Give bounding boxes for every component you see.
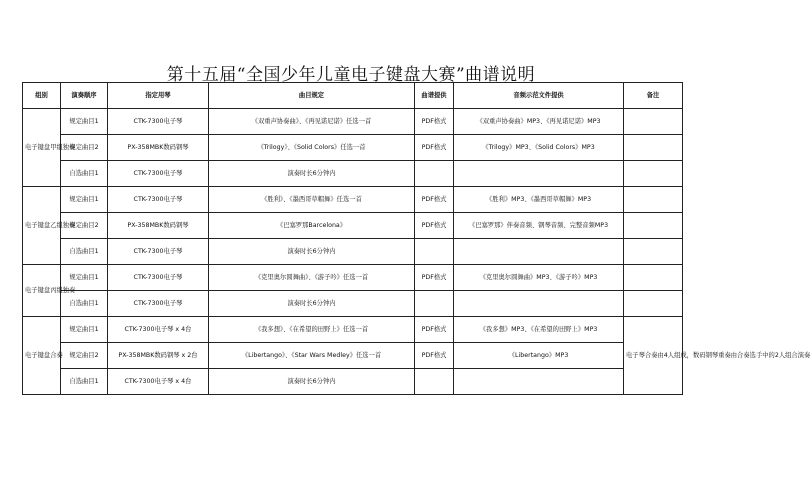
repertoire-cell: 演奏时长6分钟内 — [209, 239, 415, 265]
table-row — [23, 187, 683, 213]
instrument-cell: CTK-7300电子琴 — [108, 291, 209, 317]
score-cell — [415, 291, 454, 317]
header-note: 备注 — [624, 83, 683, 109]
audio-cell — [454, 291, 624, 317]
note-cell — [624, 291, 683, 317]
instrument-cell: PX-358MBK数码钢琴 x 2台 — [108, 343, 209, 369]
header-group: 组别 — [23, 83, 61, 109]
score-cell: PDF格式 — [415, 187, 454, 213]
header-repertoire: 曲目规定 — [209, 83, 415, 109]
instrument-cell: CTK-7300电子琴 — [108, 187, 209, 213]
instrument-cell: CTK-7300电子琴 x 4台 — [108, 317, 209, 343]
audio-cell: 《克里奥尔圆舞曲》MP3、《游子吟》MP3 — [454, 265, 624, 291]
repertoire-cell: 演奏时长6分钟内 — [209, 291, 415, 317]
score-cell: PDF格式 — [415, 109, 454, 135]
order-cell: 规定曲目1 — [61, 187, 108, 213]
header-instrument: 指定用琴 — [108, 83, 209, 109]
order-cell: 自选曲目1 — [61, 239, 108, 265]
audio-cell — [454, 239, 624, 265]
header-row — [23, 83, 683, 109]
table-row — [23, 291, 683, 317]
audio-cell: 《双重声协奏曲》MP3、《再见诺尼诺》MP3 — [454, 109, 624, 135]
repertoire-cell: 《胜利》、《墨西哥草帽舞》任选一首 — [209, 187, 415, 213]
table-row — [23, 161, 683, 187]
note-cell — [624, 265, 683, 291]
repertoire-cell: 《我多想》、《在希望的田野上》任选一首 — [209, 317, 415, 343]
note-cell — [624, 109, 683, 135]
audio-cell: 《胜利》MP3、《墨西哥草帽舞》MP3 — [454, 187, 624, 213]
table-row — [23, 135, 683, 161]
score-cell: PDF格式 — [415, 317, 454, 343]
instrument-cell: CTK-7300电子琴 — [108, 161, 209, 187]
order-cell: 规定曲目2 — [61, 135, 108, 161]
instrument-cell: CTK-7300电子琴 — [108, 239, 209, 265]
score-cell: PDF格式 — [415, 213, 454, 239]
score-cell — [415, 161, 454, 187]
instrument-cell: CTK-7300电子琴 — [108, 109, 209, 135]
repertoire-cell: 《双重声协奏曲》、《再见诺尼诺》任选一首 — [209, 109, 415, 135]
table-row — [23, 109, 683, 135]
audio-cell: 《Libertango》MP3 — [454, 343, 624, 369]
score-cell: PDF格式 — [415, 343, 454, 369]
table-row — [23, 369, 683, 395]
table-row — [23, 265, 683, 291]
repertoire-cell: 《巴塞罗那Barcelona》 — [209, 213, 415, 239]
score-table — [22, 82, 810, 395]
score-cell — [415, 239, 454, 265]
order-cell: 规定曲目1 — [61, 109, 108, 135]
order-cell: 自选曲目1 — [61, 161, 108, 187]
score-cell — [415, 369, 454, 395]
instrument-cell: CTK-7300电子琴 — [108, 265, 209, 291]
table-row — [23, 343, 683, 369]
note-cell — [624, 161, 683, 187]
repertoire-cell: 《克里奥尔圆舞曲》、《游子吟》任选一首 — [209, 265, 415, 291]
header-audio: 音频示范文件提供 — [454, 83, 624, 109]
instrument-cell: PX-358MBK数码钢琴 — [108, 213, 209, 239]
score-cell: PDF格式 — [415, 135, 454, 161]
repertoire-cell: 《Trilogy》、《Solid Colors》任选一首 — [209, 135, 415, 161]
table-row — [23, 239, 683, 265]
audio-cell: 《Trilogy》MP3、《Solid Colors》MP3 — [454, 135, 624, 161]
audio-cell — [454, 369, 624, 395]
audio-cell: 《我多想》MP3、《在希望的田野上》MP3 — [454, 317, 624, 343]
group-name: 电子键盘合奏 — [23, 317, 61, 395]
audio-cell — [454, 161, 624, 187]
order-cell: 自选曲目1 — [61, 369, 108, 395]
order-cell: 规定曲目1 — [61, 317, 108, 343]
instrument-cell: PX-358MBK数码钢琴 — [108, 135, 209, 161]
repertoire-cell: 演奏时长6分钟内 — [209, 161, 415, 187]
order-cell: 规定曲目1 — [61, 265, 108, 291]
table-row — [23, 317, 683, 343]
page-title: 第十五届“全国少年儿童电子键盘大赛”曲谱说明 — [166, 65, 536, 85]
ensemble-note: 电子琴合奏由4人组成，数码钢琴重奏由合奏选手中的2人组合演奏 — [624, 317, 683, 395]
order-cell: 规定曲目2 — [61, 213, 108, 239]
group-name: 电子键盘乙组独奏 — [23, 187, 61, 265]
repertoire-cell: 《Libertango》、《Star Wars Medley》任选一首 — [209, 343, 415, 369]
header-order: 演奏顺序 — [61, 83, 108, 109]
table-row — [23, 213, 683, 239]
note-cell — [624, 135, 683, 161]
audio-cell: 《巴塞罗那》伴奏音频、钢琴音频、完整音频MP3 — [454, 213, 624, 239]
repertoire-cell: 演奏时长6分钟内 — [209, 369, 415, 395]
instrument-cell: CTK-7300电子琴 x 4台 — [108, 369, 209, 395]
note-cell — [624, 213, 683, 239]
header-score: 曲谱提供 — [415, 83, 454, 109]
score-cell: PDF格式 — [415, 265, 454, 291]
group-name: 电子键盘甲组独奏 — [23, 109, 61, 187]
note-cell — [624, 187, 683, 213]
order-cell: 自选曲目1 — [61, 291, 108, 317]
order-cell: 规定曲目2 — [61, 343, 108, 369]
group-name: 电子键盘丙组独奏 — [23, 265, 61, 317]
note-cell — [624, 239, 683, 265]
